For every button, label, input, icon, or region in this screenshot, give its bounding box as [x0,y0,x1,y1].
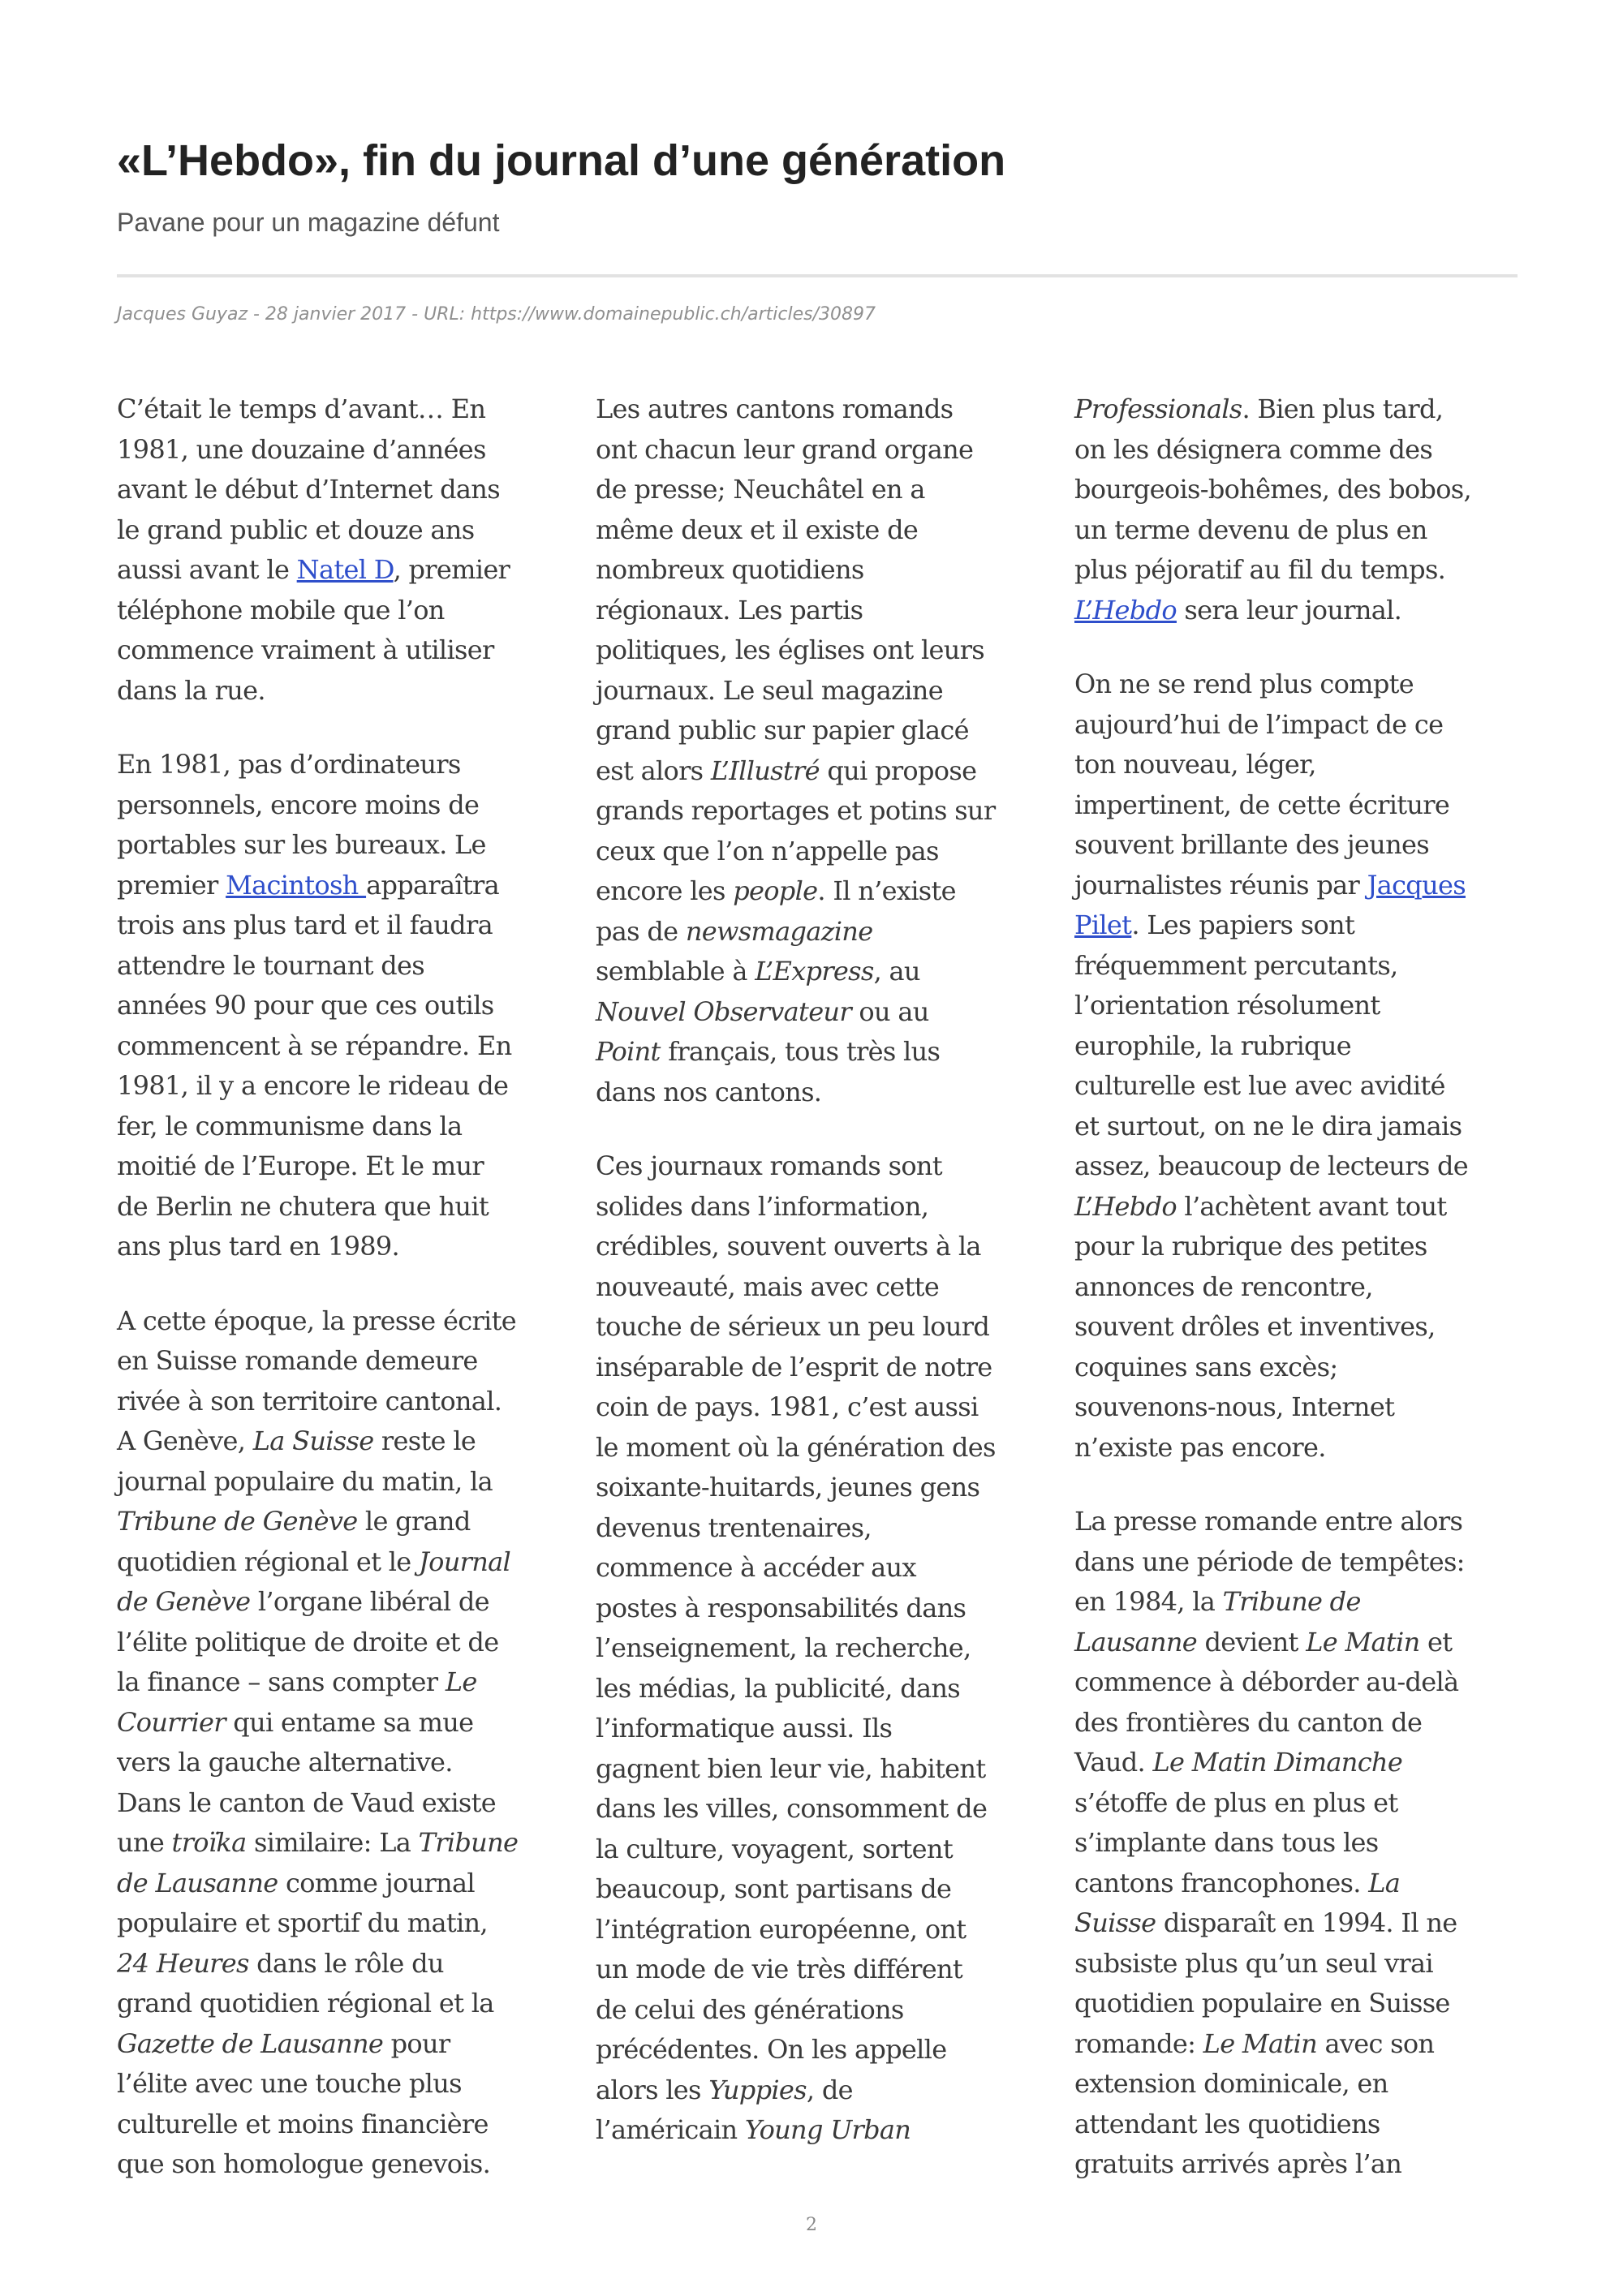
lhebdo-link[interactable] [1074,595,1177,626]
text-span: A Genève, [117,1425,253,1456]
italic-title: Le Matin [1203,2027,1317,2059]
text-span: similaire: La [246,1827,419,1858]
paragraph [1074,1502,1529,2185]
italic-title: L’Hebdo [1074,1190,1177,1222]
italic-title: Le Matin Dimanche [1152,1747,1403,1778]
text-line: beaucoup, sont partisans de [596,1873,952,1904]
text-line [1074,866,1529,906]
text-line [117,1823,571,1864]
text-line: Les autres cantons romands [596,393,954,424]
text-line [117,1703,571,1743]
text-line [596,912,1050,952]
italic-title: Courrier [117,1706,226,1738]
text-line: commence à accéder aux [596,1552,916,1583]
article-subtitle: Pavane pour un magazine défunt [117,208,500,237]
text-line [596,751,1050,792]
text-span: journalistes réunis par [1074,869,1367,901]
text-line [596,871,1050,912]
text-line: vers la gauche alternative. [117,1747,453,1778]
paragraph [117,745,571,1267]
text-span: romande: [1074,2027,1203,2059]
text-line: Ces journaux romands sont [596,1150,942,1181]
text-line: gagnent bien leur vie, habitent [596,1752,986,1784]
text-line: A cette époque, la presse écrite [117,1305,516,1336]
text-line: touche de sérieux un peu lourd [596,1311,990,1342]
italic-word: people [733,875,818,906]
text-column-1 [117,389,571,2219]
text-line [1074,1743,1529,1783]
paragraph [596,389,1050,1112]
italic-title: 24 Heures [117,1947,249,1979]
text-line [1074,1187,1529,1228]
text-line: ceux que l’on n’appelle pas [596,835,939,866]
text-line [1074,2024,1529,2065]
text-line [1074,905,1529,946]
text-span: disparaît en 1994. Il ne [1156,1907,1457,1938]
text-line: assez, beaucoup de lecteurs de [1074,1150,1469,1181]
text-span: alors les [596,2074,709,2105]
text-line: on les désignera comme des [1074,433,1433,465]
text-line: devenus trentenaires, [596,1511,872,1543]
text-line: l’informatique aussi. Ils [596,1713,893,1743]
text-line: l’élite politique de droite et de [117,1626,499,1658]
text-span: la finance – sans compter [117,1666,446,1697]
text-line [596,992,1050,1033]
text-span: pas de [596,915,686,947]
macintosh-link[interactable]: Macintosh [226,869,367,901]
text-span: cantons francophones. [1074,1867,1369,1898]
jacques-pilet-link[interactable]: Jacques [1367,869,1466,901]
italic-title: Suisse [1074,1907,1156,1938]
text-span: Vaud. [1074,1747,1153,1778]
text-span: . Les papiers sont [1131,909,1355,940]
italic-title: Point [596,1036,661,1067]
text-line: grand public sur papier glacé [596,715,969,746]
italic-title: Le Matin [1306,1626,1420,1658]
paragraph [1074,664,1529,1468]
text-line: populaire et sportif du matin, [117,1907,488,1938]
text-line [117,1864,571,1904]
italic-title: de Genève [117,1586,251,1617]
text-line: années 90 pour que ces outils [117,990,494,1021]
text-span: semblable à [596,956,756,987]
text-line: politiques, les églises ont leurs [596,634,985,665]
text-line: quotidien populaire en Suisse [1074,1988,1450,2019]
text-line: que son homologue genevois. [117,2148,491,2179]
text-column-2 [596,389,1050,2185]
text-line: personnels, encore moins de [117,789,480,820]
jacques-pilet-link[interactable]: Pilet [1074,909,1132,940]
text-line: s’implante dans tous les [1074,1827,1379,1858]
italic-title: L’Illustré [710,755,820,786]
text-line [596,1032,1050,1073]
text-line: gratuits arrivés après l’an [1074,2148,1402,2179]
text-span: aussi avant le [117,554,297,585]
paragraph [117,1301,571,2185]
text-line [117,1662,571,1703]
text-line [1074,1582,1529,1623]
text-span: premier [117,869,226,901]
text-line: culturelle est lue avec avidité [1074,1070,1445,1101]
text-span: et [1419,1626,1453,1658]
text-span: français, tous très lus [660,1036,941,1067]
text-line: La presse romande entre alors [1074,1506,1463,1537]
text-line: un mode de vie très différent [596,1954,963,1984]
text-line: fréquemment percutants, [1074,949,1398,981]
text-span: comme journal [278,1867,475,1898]
article-title: «L’Hebdo», fin du journal d’une génération [117,136,1006,185]
text-line: 1981, il y a encore le rideau de [117,1070,509,1101]
text-line: s’étoffe de plus en plus et [1074,1786,1398,1818]
text-line [1074,591,1529,631]
text-line: crédibles, souvent ouverts à la [596,1231,981,1262]
text-span: encore les [596,875,734,906]
text-line: europhile, la rubrique [1074,1030,1351,1061]
italic-title: Tribune de [1222,1586,1361,1617]
text-span: avec son [1316,2027,1435,2059]
text-line: nombreux quotidiens [596,554,864,585]
text-span: . Il n’existe [817,875,956,906]
text-line: portables sur les bureaux. Le [117,829,486,860]
text-line: souvenons-nous, Internet [1074,1391,1395,1422]
text-line: journaux. Le seul magazine [596,674,943,706]
natel-d-link[interactable]: Natel D [296,554,394,585]
text-span: , de [806,2074,853,2105]
text-line: souvent drôles et inventives, [1074,1311,1436,1342]
text-line: avant le début d’Internet dans [117,474,500,505]
text-line: subsiste plus qu’un seul vrai [1074,1947,1433,1979]
italic-word: Yuppies [708,2074,807,2105]
text-span: . Bien plus tard, [1242,393,1444,424]
page-number: 2 [806,2215,817,2235]
header-divider [117,274,1518,277]
text-line: dans la rue. [117,674,265,706]
italic-title: La Suisse [252,1425,374,1456]
text-line [117,1421,571,1462]
text-column-3 [1074,389,1529,2219]
text-line [1074,389,1529,430]
text-line: fer, le communisme dans la [117,1110,463,1142]
italic-title: La [1368,1867,1401,1898]
text-span: dans le rôle du [248,1947,444,1979]
text-span: devient [1197,1626,1307,1658]
text-line: la culture, voyagent, sortent [596,1833,953,1864]
text-line: ont chacun leur grand organe [596,433,974,465]
text-span: le grand [357,1506,471,1537]
article-meta: Jacques Guyaz - 28 janvier 2017 - URL: https://www.domainepublic.ch/articles/30897 [117,304,876,325]
text-line [117,1502,571,1542]
text-span: pour [383,2027,450,2059]
text-line: bourgeois-bohêmes, des bobos, [1074,474,1471,505]
text-line: coin de pays. 1981, c’est aussi [596,1391,979,1422]
text-line [117,2024,571,2065]
text-span: quotidien régional et le [117,1546,420,1577]
text-line: dans nos cantons. [596,1076,822,1107]
text-line [117,866,571,906]
italic-word: troïka [171,1827,247,1858]
text-span: l’américain [596,2114,745,2145]
text-line: commence vraiment à utiliser [117,634,494,665]
text-line: régionaux. Les partis [596,594,863,626]
text-span: , premier [393,554,510,585]
text-line: extension dominicale, en [1074,2068,1388,2099]
text-line: l’enseignement, la recherche, [596,1632,971,1663]
text-span: apparaîtra [366,869,500,901]
text-line: précédentes. On les appelle [596,2034,947,2065]
text-line: même deux et il existe de [596,514,919,545]
italic-title: L’Hebdo [1074,594,1177,626]
text-span: qui entame sa mue [225,1706,474,1738]
paragraph [1074,389,1529,630]
text-line: ans plus tard en 1989. [117,1231,400,1262]
text-line: moitié de l’Europe. Et le mur [117,1150,484,1181]
text-line: en Suisse romande demeure [117,1345,478,1376]
text-line [117,550,571,591]
text-line: attendre le tournant des [117,949,424,981]
text-line [1074,1864,1529,1904]
text-line: aujourd’hui de l’impact de ce [1074,708,1444,740]
text-line: rivée à son territoire cantonal. [117,1385,502,1417]
italic-title: Le [445,1666,477,1697]
text-line: les médias, la publicité, dans [596,1672,961,1704]
text-span: sera leur journal. [1176,594,1402,626]
text-span: qui propose [819,755,977,786]
text-line: soixante-huitards, jeunes gens [596,1472,980,1503]
italic-word: Professionals [1074,393,1242,424]
text-line [117,1542,571,1583]
text-span: en 1984, la [1074,1586,1223,1617]
text-line [1074,1903,1529,1944]
text-line [1074,1623,1529,1663]
text-line: et surtout, on ne le dira jamais [1074,1110,1462,1142]
italic-title: Lausanne [1074,1626,1197,1658]
text-span: est alors [596,755,711,786]
italic-title: Nouvel Observateur [596,995,851,1027]
text-line [596,952,1050,992]
text-line: En 1981, pas d’ordinateurs [117,749,461,780]
text-line: annonces de rencontre, [1074,1271,1373,1302]
text-span: une [117,1827,172,1858]
text-line: ton nouveau, léger, [1074,749,1316,780]
text-span: l’achètent avant tout [1176,1190,1447,1222]
text-line: le moment où la génération des [596,1431,996,1463]
text-line: pour la rubrique des petites [1074,1231,1427,1262]
text-line [596,2070,1050,2111]
text-line: journal populaire du matin, la [117,1465,493,1497]
text-line: le grand public et douze ans [117,514,475,545]
text-line: de Berlin ne chutera que huit [117,1190,489,1222]
text-line: plus péjoratif au fil du temps. [1074,554,1446,585]
text-span: ou au [850,995,929,1027]
text-line: l’orientation résolument [1074,990,1380,1021]
text-line: téléphone mobile que l’on [117,594,445,626]
text-line: culturelle et moins financière [117,2108,489,2139]
text-line: commencent à se répandre. En [117,1030,512,1061]
text-line: commence à déborder au-delà [1074,1666,1459,1697]
italic-word: newsmagazine [685,915,873,947]
text-line: C’était le temps d’avant… En [117,393,486,424]
italic-title: Gazette de Lausanne [117,2027,384,2059]
text-line: Dans le canton de Vaud existe [117,1786,497,1818]
paragraph [596,1146,1050,2151]
text-line: impertinent, de cette écriture [1074,789,1450,820]
text-line: postes à responsabilités dans [596,1592,966,1623]
text-line: dans une période de tempêtes: [1074,1546,1465,1577]
text-line: n’existe pas encore. [1074,1431,1326,1463]
text-line: 1981, une douzaine d’années [117,433,486,465]
text-line: solides dans l’information, [596,1190,929,1222]
text-line: de presse; Neuchâtel en a [596,474,925,505]
text-line: dans les villes, consomment de [596,1793,988,1824]
italic-title: Journal [419,1546,511,1577]
text-span: reste le [373,1425,476,1456]
paragraph [117,389,571,711]
text-line: l’élite avec une touche plus [117,2068,462,2099]
italic-word: Young Urban [744,2114,911,2145]
text-span: l’organe libéral de [250,1586,489,1617]
text-line: des frontières du canton de [1074,1706,1423,1738]
text-line: de celui des générations [596,1993,904,2025]
text-line: grand quotidien régional et la [117,1988,494,2019]
text-line: nouveauté, mais avec cette [596,1271,940,1302]
italic-title: Tribune [418,1827,519,1858]
italic-title: de Lausanne [117,1867,278,1898]
text-line: grands reportages et potins sur [596,795,996,826]
text-line: On ne se rend plus compte [1074,669,1414,699]
text-line: un terme devenu de plus en [1074,514,1427,545]
text-line: souvent brillante des jeunes [1074,829,1429,860]
text-line [117,1582,571,1623]
text-line [117,1944,571,1984]
text-line: attendant les quotidiens [1074,2108,1380,2139]
italic-title: L’Express [755,956,874,987]
text-line [596,2110,1050,2151]
text-line: trois ans plus tard et il faudra [117,909,493,940]
text-line: l’intégration européenne, ont [596,1913,966,1945]
text-line: inséparable de l’esprit de notre [596,1351,992,1382]
italic-title: Tribune de Genève [117,1506,358,1537]
text-span: , au [873,956,920,987]
text-line: coquines sans excès; [1074,1351,1338,1382]
